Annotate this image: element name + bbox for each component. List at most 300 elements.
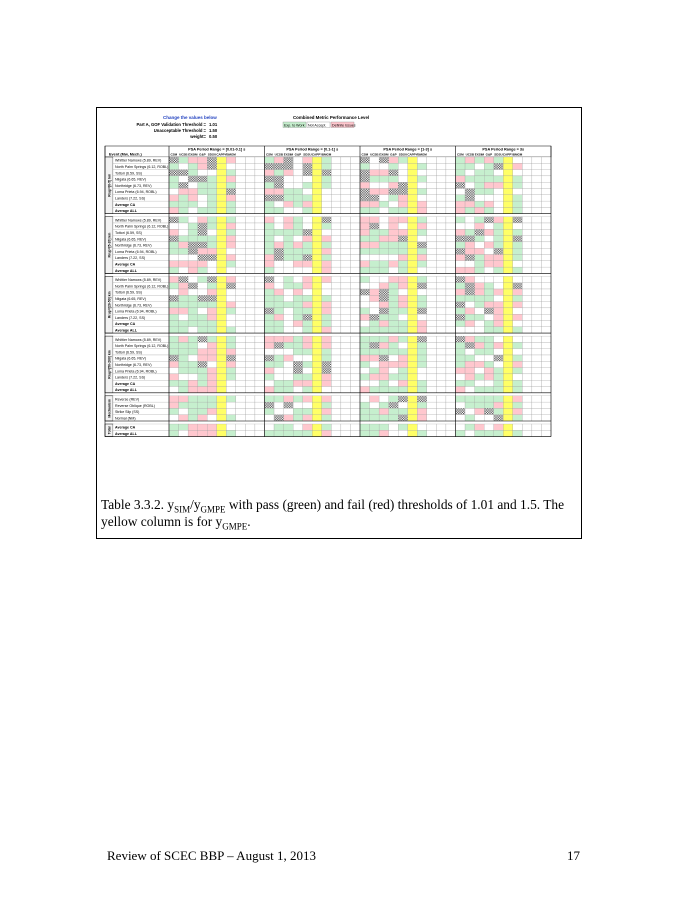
data-cell	[265, 223, 275, 229]
data-cell	[169, 327, 179, 333]
data-cell	[417, 261, 427, 267]
data-cell	[312, 276, 322, 282]
data-cell	[360, 327, 370, 333]
method-header: G&P	[199, 152, 206, 157]
data-cell	[503, 387, 513, 393]
data-cell	[188, 176, 198, 182]
data-cell	[255, 349, 265, 355]
event-name: Niigata (6.65, REV)	[115, 297, 146, 301]
threshold-label: weight=	[190, 134, 206, 139]
data-cell	[350, 295, 360, 301]
data-cell	[198, 349, 208, 355]
data-cell	[245, 327, 255, 333]
data-cell	[417, 267, 427, 273]
data-cell	[188, 387, 198, 393]
data-cell	[331, 201, 341, 207]
caption-text-2: /y	[190, 497, 201, 512]
data-cell	[198, 261, 208, 267]
data-cell	[341, 295, 351, 301]
data-cell	[532, 217, 542, 223]
data-cell	[446, 424, 456, 430]
data-cell	[198, 387, 208, 393]
data-cell	[484, 276, 494, 282]
data-cell	[312, 415, 322, 421]
data-cell	[312, 267, 322, 273]
data-cell	[494, 283, 504, 289]
data-cell	[226, 163, 236, 169]
data-cell	[436, 374, 446, 380]
data-cell	[179, 308, 189, 314]
data-cell	[532, 368, 542, 374]
data-cell	[217, 302, 227, 308]
data-cell	[541, 314, 551, 320]
data-cell	[179, 223, 189, 229]
data-cell	[207, 242, 217, 248]
data-cell	[293, 157, 303, 163]
data-cell	[255, 396, 265, 402]
data-cell	[370, 430, 380, 436]
event-name: Landers (7.22, SS)	[115, 256, 146, 261]
data-cell	[417, 415, 427, 421]
data-cell	[331, 314, 341, 320]
data-cell	[207, 355, 217, 361]
data-cell	[169, 248, 179, 254]
data-cell	[379, 355, 389, 361]
data-cell	[513, 408, 523, 414]
data-cell	[456, 368, 466, 374]
data-cell	[341, 255, 351, 261]
data-cell	[484, 195, 494, 201]
data-cell	[379, 163, 389, 169]
data-cell	[494, 157, 504, 163]
method-header: BMGM	[417, 152, 427, 157]
data-cell	[179, 207, 189, 213]
data-cell	[179, 276, 189, 282]
data-cell	[475, 374, 485, 380]
data-cell	[427, 314, 437, 320]
data-cell	[303, 380, 313, 386]
data-cell	[188, 195, 198, 201]
data-cell	[179, 236, 189, 242]
data-cell	[255, 207, 265, 213]
data-cell	[417, 308, 427, 314]
data-cell	[169, 396, 179, 402]
data-cell	[188, 163, 198, 169]
table-instruction: Change the values below	[163, 115, 217, 120]
data-cell	[350, 223, 360, 229]
data-cell	[389, 217, 399, 223]
data-cell	[198, 276, 208, 282]
data-cell	[541, 255, 551, 261]
data-cell	[379, 321, 389, 327]
data-cell	[188, 355, 198, 361]
data-cell	[341, 195, 351, 201]
data-cell	[331, 255, 341, 261]
data-cell	[284, 424, 294, 430]
event-name: Loma Prieta (6.94, ROBL)	[115, 249, 157, 254]
data-cell	[265, 415, 275, 421]
page-number: 17	[567, 848, 580, 863]
data-cell	[245, 283, 255, 289]
data-cell	[398, 380, 408, 386]
data-cell	[331, 424, 341, 430]
data-cell	[408, 415, 418, 421]
data-cell	[484, 176, 494, 182]
group-label: Rrup=[20-50] km	[107, 291, 112, 319]
data-cell	[475, 176, 485, 182]
data-cell	[284, 415, 294, 421]
period-range-header: PSA Period Range = [1-3] s	[383, 147, 433, 152]
data-cell	[465, 342, 475, 348]
data-cell	[303, 223, 313, 229]
data-cell	[207, 229, 217, 235]
data-cell	[484, 374, 494, 380]
data-cell	[312, 387, 322, 393]
data-cell	[408, 255, 418, 261]
event-name: Average ALL	[115, 432, 137, 436]
data-cell	[503, 255, 513, 261]
data-cell	[341, 201, 351, 207]
data-cell	[265, 255, 275, 261]
data-cell	[475, 424, 485, 430]
data-cell	[541, 402, 551, 408]
data-cell	[379, 361, 389, 367]
data-cell	[427, 176, 437, 182]
data-cell	[217, 295, 227, 301]
data-cell	[217, 176, 227, 182]
data-cell	[293, 314, 303, 320]
data-cell	[265, 402, 275, 408]
data-cell	[236, 327, 246, 333]
data-cell	[503, 229, 513, 235]
data-cell	[322, 380, 332, 386]
data-cell	[389, 207, 399, 213]
data-cell	[322, 236, 332, 242]
data-cell	[312, 236, 322, 242]
data-cell	[484, 361, 494, 367]
data-cell	[427, 201, 437, 207]
data-cell	[217, 207, 227, 213]
data-cell	[322, 248, 332, 254]
data-cell	[265, 217, 275, 223]
data-cell	[245, 276, 255, 282]
data-cell	[417, 248, 427, 254]
data-cell	[475, 415, 485, 421]
data-cell	[532, 321, 542, 327]
data-cell	[198, 217, 208, 223]
data-cell	[370, 336, 380, 342]
data-cell	[331, 289, 341, 295]
data-cell	[226, 295, 236, 301]
data-cell	[360, 342, 370, 348]
data-cell	[350, 229, 360, 235]
data-cell	[188, 336, 198, 342]
data-cell	[322, 242, 332, 248]
data-cell	[245, 236, 255, 242]
data-cell	[532, 195, 542, 201]
data-cell	[370, 355, 380, 361]
threshold-value: 1.01	[209, 122, 218, 127]
data-cell	[188, 430, 198, 436]
data-cell	[312, 308, 322, 314]
data-cell	[541, 289, 551, 295]
data-cell	[341, 176, 351, 182]
data-cell	[169, 276, 179, 282]
data-cell	[370, 217, 380, 223]
data-cell	[303, 368, 313, 374]
data-cell	[350, 308, 360, 314]
data-cell	[475, 217, 485, 223]
data-cell	[465, 223, 475, 229]
data-cell	[303, 408, 313, 414]
data-cell	[179, 336, 189, 342]
data-cell	[465, 308, 475, 314]
data-cell	[236, 361, 246, 367]
data-cell	[303, 302, 313, 308]
method-header: CSM	[456, 152, 464, 157]
data-cell	[475, 283, 485, 289]
data-cell	[198, 415, 208, 421]
data-cell	[522, 327, 532, 333]
event-name: Average CA	[115, 322, 136, 327]
data-cell	[503, 195, 513, 201]
data-cell	[465, 415, 475, 421]
event-name: North Palm Springs (6.12, ROBL)	[115, 344, 169, 349]
data-cell	[293, 163, 303, 169]
data-cell	[217, 236, 227, 242]
data-cell	[494, 402, 504, 408]
data-cell	[513, 217, 523, 223]
event-name: Average ALL	[115, 209, 137, 214]
data-cell	[522, 248, 532, 254]
data-cell	[513, 415, 523, 421]
data-cell	[217, 217, 227, 223]
data-cell	[503, 415, 513, 421]
data-cell	[494, 242, 504, 248]
data-cell	[408, 195, 418, 201]
data-cell	[398, 302, 408, 308]
data-cell	[255, 308, 265, 314]
data-cell	[398, 387, 408, 393]
event-name: Normal (NM)	[115, 416, 136, 421]
data-cell	[494, 408, 504, 414]
data-cell	[188, 201, 198, 207]
data-cell	[198, 242, 208, 248]
data-cell	[322, 342, 332, 348]
event-name: Landers (7.22, SS)	[115, 375, 146, 380]
data-cell	[350, 182, 360, 188]
data-cell	[456, 182, 466, 188]
data-cell	[370, 267, 380, 273]
data-cell	[360, 295, 370, 301]
data-cell	[274, 408, 284, 414]
data-cell	[274, 229, 284, 235]
data-cell	[379, 255, 389, 261]
data-cell	[446, 314, 456, 320]
data-cell	[245, 430, 255, 436]
method-header: BMGM	[512, 152, 523, 157]
data-cell	[360, 229, 370, 235]
data-cell	[532, 430, 542, 436]
data-cell	[389, 321, 399, 327]
data-cell	[503, 236, 513, 242]
data-cell	[350, 349, 360, 355]
data-cell	[494, 223, 504, 229]
data-cell	[312, 261, 322, 267]
data-cell	[331, 248, 341, 254]
data-cell	[293, 176, 303, 182]
data-cell	[169, 236, 179, 242]
data-cell	[532, 248, 542, 254]
data-cell	[475, 182, 485, 188]
data-cell	[265, 314, 275, 320]
data-cell	[293, 424, 303, 430]
data-cell	[274, 424, 284, 430]
data-cell	[446, 355, 456, 361]
data-cell	[245, 217, 255, 223]
data-cell	[465, 408, 475, 414]
data-cell	[341, 387, 351, 393]
data-cell	[541, 236, 551, 242]
data-cell	[456, 157, 466, 163]
data-cell	[255, 327, 265, 333]
data-cell	[303, 415, 313, 421]
data-cell	[322, 302, 332, 308]
data-cell	[303, 349, 313, 355]
data-cell	[503, 157, 513, 163]
data-cell	[245, 289, 255, 295]
data-cell	[456, 248, 466, 254]
data-cell	[532, 207, 542, 213]
data-cell	[379, 424, 389, 430]
group-label: Rrup=[50-200] km	[107, 350, 112, 379]
data-cell	[207, 248, 217, 254]
data-cell	[169, 308, 179, 314]
data-cell	[198, 170, 208, 176]
data-cell	[446, 430, 456, 436]
data-cell	[274, 207, 284, 213]
data-cell	[427, 189, 437, 195]
data-cell	[179, 424, 189, 430]
data-cell	[293, 308, 303, 314]
data-cell	[417, 229, 427, 235]
data-cell	[303, 387, 313, 393]
event-name: North Palm Springs (6.12, ROBL)	[115, 165, 169, 169]
data-cell	[303, 189, 313, 195]
group-label: Rrup=[5-20] km	[107, 232, 112, 258]
data-cell	[541, 283, 551, 289]
data-cell	[398, 283, 408, 289]
data-cell	[446, 267, 456, 273]
data-cell	[207, 327, 217, 333]
data-cell	[370, 314, 380, 320]
data-cell	[370, 255, 380, 261]
data-cell	[484, 327, 494, 333]
data-cell	[255, 242, 265, 248]
data-cell	[312, 380, 322, 386]
data-cell	[532, 289, 542, 295]
data-cell	[541, 248, 551, 254]
data-cell	[312, 242, 322, 248]
data-cell	[456, 195, 466, 201]
data-cell	[389, 361, 399, 367]
data-cell	[408, 289, 418, 295]
data-cell	[427, 336, 437, 342]
data-cell	[350, 261, 360, 267]
data-cell	[312, 321, 322, 327]
data-cell	[169, 223, 179, 229]
data-cell	[179, 302, 189, 308]
data-cell	[541, 349, 551, 355]
data-cell	[255, 276, 265, 282]
data-cell	[456, 396, 466, 402]
data-cell	[303, 314, 313, 320]
method-header: EXSIM	[188, 152, 198, 157]
data-cell	[436, 261, 446, 267]
data-cell	[198, 368, 208, 374]
data-cell	[284, 242, 294, 248]
data-cell	[226, 195, 236, 201]
data-cell	[446, 201, 456, 207]
data-cell	[350, 342, 360, 348]
data-cell	[465, 170, 475, 176]
data-cell	[169, 321, 179, 327]
data-cell	[370, 308, 380, 314]
data-cell	[274, 267, 284, 273]
data-cell	[494, 308, 504, 314]
data-cell	[207, 207, 217, 213]
data-cell	[198, 408, 208, 414]
data-cell	[427, 229, 437, 235]
data-cell	[408, 355, 418, 361]
data-cell	[350, 361, 360, 367]
data-cell	[331, 321, 341, 327]
data-cell	[532, 182, 542, 188]
data-cell	[389, 302, 399, 308]
data-cell	[293, 201, 303, 207]
data-cell	[360, 261, 370, 267]
data-cell	[446, 402, 456, 408]
data-cell	[293, 368, 303, 374]
data-cell	[456, 242, 466, 248]
data-cell	[456, 276, 466, 282]
data-cell	[322, 170, 332, 176]
data-cell	[236, 236, 246, 242]
data-cell	[322, 396, 332, 402]
data-cell	[532, 336, 542, 342]
group-label: Total	[107, 426, 112, 435]
data-cell	[370, 248, 380, 254]
data-cell	[379, 327, 389, 333]
data-cell	[379, 229, 389, 235]
data-cell	[284, 261, 294, 267]
data-cell	[541, 170, 551, 176]
data-cell	[350, 336, 360, 342]
data-cell	[198, 176, 208, 182]
method-header: G&P	[294, 152, 302, 157]
data-cell	[179, 314, 189, 320]
data-cell	[207, 201, 217, 207]
data-cell	[513, 295, 523, 301]
data-cell	[255, 314, 265, 320]
event-name: Average CA	[115, 202, 136, 207]
combined-metric-title: Combined Metric Performance Level	[293, 115, 370, 120]
data-cell	[255, 289, 265, 295]
data-cell	[284, 402, 294, 408]
data-cell	[379, 415, 389, 421]
event-name: Whittier Narrows (5.89, REV)	[115, 158, 162, 163]
data-cell	[408, 229, 418, 235]
